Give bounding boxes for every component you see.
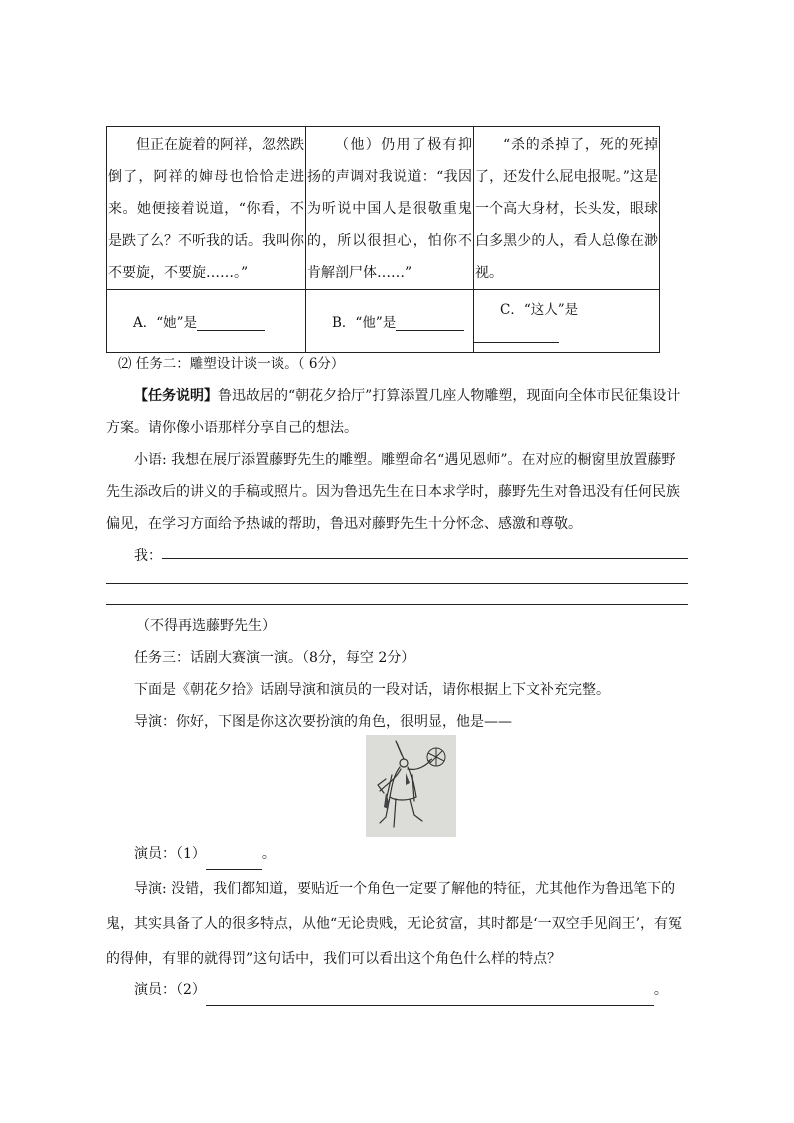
option-cell-c xyxy=(474,290,660,353)
my-answer-label: 我： xyxy=(134,548,162,564)
actor2-answer-blank[interactable] xyxy=(206,989,654,1006)
task2-description-text: 鲁迅故居的“朝花夕拾厅”打算添置几座人物雕塑，现面向全体市民征集设计方案。请你像小语那样分享自己的想法。 xyxy=(106,388,681,436)
actor-line-2 xyxy=(134,974,716,1006)
actor1-answer-blank[interactable] xyxy=(206,853,262,870)
answer-blank-a[interactable] xyxy=(197,316,265,331)
answer-blank-b[interactable] xyxy=(396,316,464,331)
task2-note: （不得再选藤野先生） xyxy=(136,618,276,634)
actor1-label: 演员：（1） xyxy=(134,846,206,862)
option-a-label: A．“她”是 xyxy=(133,315,198,331)
passage-table xyxy=(106,126,660,353)
task3-intro: 下面是《朝花夕拾》话剧导演和演员的一段对话，请你根据上下文补充完整。 xyxy=(134,682,610,698)
option-c-label: C．“这人”是 xyxy=(500,302,579,318)
passage-cell-a xyxy=(107,127,306,290)
task3-title: 任务三：话剧大赛演一演。（8分，每空 2分） xyxy=(134,650,416,666)
character-illustration xyxy=(366,735,456,837)
actor1-end: 。 xyxy=(261,846,276,862)
passage-cell-c xyxy=(474,127,660,290)
passage-c-text: “杀的杀掉了，死的死掉了，还发什么屁电报呢。”这是一个高大身材，长头发，眼球白多黑少的人，看人总像在渺视。 xyxy=(475,137,658,281)
task2-title: ⑵ 任务二：雕塑设计谈一谈。（ 6分） xyxy=(118,356,345,372)
actor2-label: 演员：（2） xyxy=(134,982,206,998)
actor-line-1 xyxy=(134,838,716,870)
my-answer-line-2[interactable] xyxy=(106,583,688,584)
option-b-label: B．“他”是 xyxy=(332,315,397,331)
option-cell-a xyxy=(107,290,306,353)
passage-b-text: （他）仍用了极有抑扬的声调对我说道：“我因为听说中国人是很敬重鬼的，所以很担心，怕你不肯解剖尸体……” xyxy=(307,137,472,281)
option-cell-b xyxy=(306,290,474,353)
wuchang-figure-icon xyxy=(366,735,456,837)
actor2-end: 。 xyxy=(653,982,668,998)
passage-cell-b xyxy=(306,127,474,290)
passage-a-text: 但正在旋着的阿祥，忽然跌倒了，阿祥的婶母也恰恰走进来。她便接着说道，“你看，不是跌了么？不听我的话。我叫你不要旋，不要旋……。” xyxy=(108,137,304,281)
my-answer-line-3[interactable] xyxy=(106,604,688,605)
xiaoyu-answer: 小语: 我想在展厅添置藤野先生的雕塑。雕塑命名“遇见恩师”。在对应的橱窗里放置藤野先生添改后的讲义的手稿或照片。因为鲁迅先生在日本求学时，藤野先生对鲁迅没有任何民族偏见，在学习方面给予热诚的帮助，鲁迅对藤野先生十分怀念、感激和尊敬。 xyxy=(106,452,680,532)
task2-description-bracket: 【任务说明】 xyxy=(134,388,218,404)
answer-blank-c[interactable] xyxy=(474,342,559,343)
director-line-1: 导演：你好，下图是你这次要扮演的角色，很明显，他是—— xyxy=(134,714,512,730)
task2-description xyxy=(106,380,688,444)
my-answer-line-1[interactable] xyxy=(162,558,688,559)
director-line-2: 导演: 没错，我们都知道，要贴近一个角色一定要了解他的特征，尤其他作为鲁迅笔下的鬼，其实具备了人的很多特点，从他“无论贵贱，无论贫富，其时都是‘一双空手见阎王’，有冤的得伸，有罪的就得罚”这句话中，我们可以看出这个角色什么样的特点？ xyxy=(106,881,683,967)
